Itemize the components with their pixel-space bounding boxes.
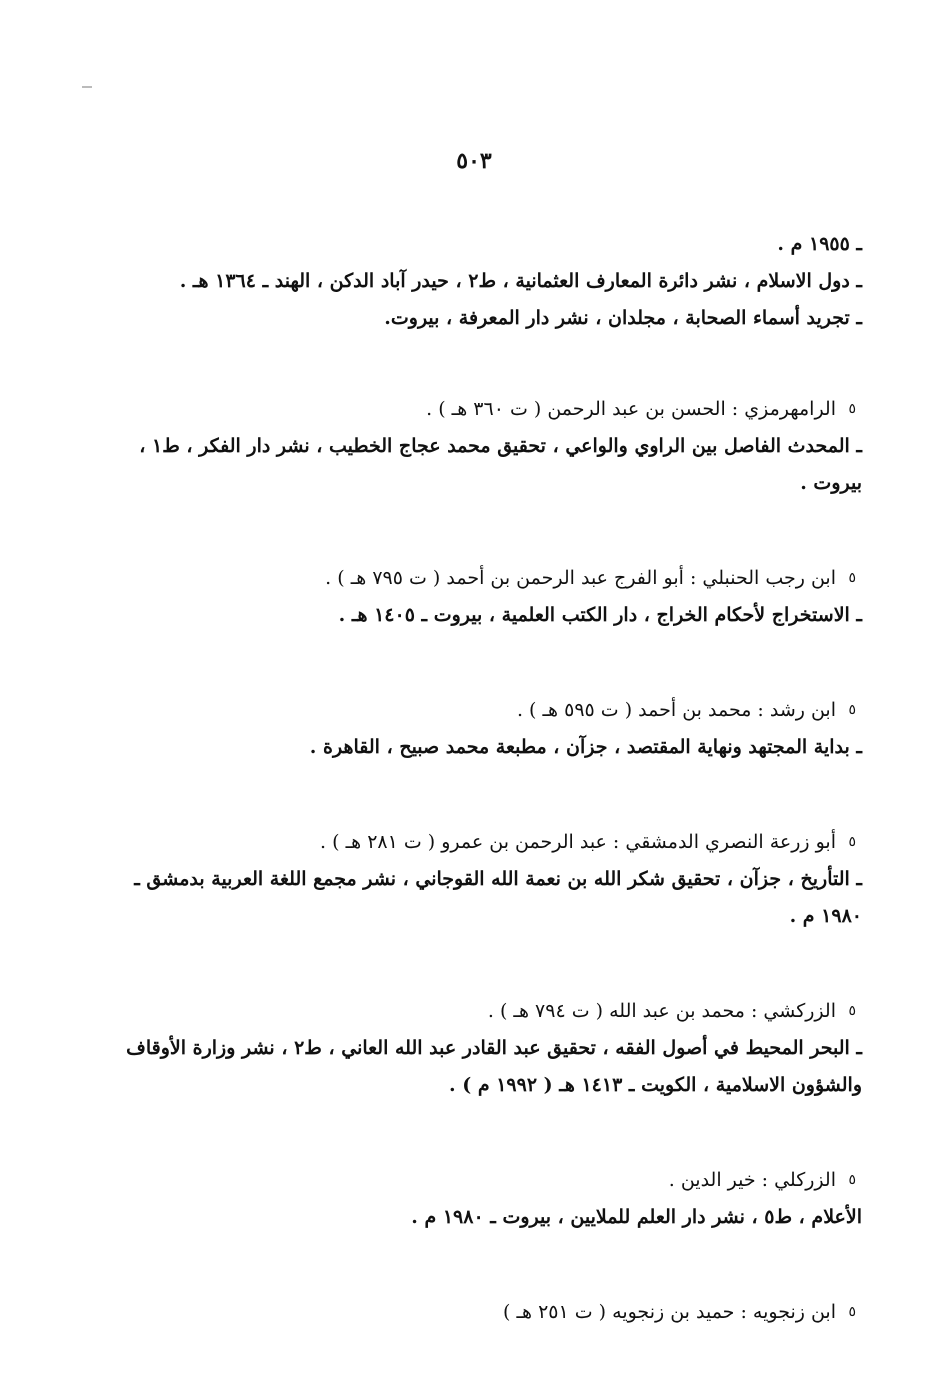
- author-heading: [100, 391, 862, 428]
- author-heading-text: الرامهرمزي : الحسن بن عبد الرحمن ( ت ٣٦٠ هـ ) .: [426, 398, 836, 420]
- bullet-icon: ٥: [848, 1172, 856, 1188]
- scan-speck: [82, 86, 92, 88]
- entry-line: ـ دول الاسلام ، نشر دائرة المعارف العثمانية ، ط٢ ، حيدر آباد الدكن ، الهند ـ ١٣٦٤ هـ .: [179, 270, 862, 292]
- author-heading: [100, 692, 862, 729]
- author-heading: [100, 560, 862, 597]
- bibliography-content: [100, 226, 862, 1389]
- work-item: الأعلام ، ط٥ ، نشر دار العلم للملايين ، بيروت ـ ١٩٨٠ م .: [411, 1206, 862, 1228]
- author-heading-text: ابن رجب الحنبلي : أبو الفرج عبد الرحمن بن أحمد ( ت ٧٩٥ هـ ) .: [325, 567, 836, 589]
- bullet-icon: ٥: [848, 834, 856, 850]
- bullet-icon: ٥: [848, 1003, 856, 1019]
- bullet-icon: ٥: [848, 401, 856, 417]
- bibliography-entry: [100, 560, 862, 634]
- author-heading-text: الزركلي : خير الدين .: [668, 1169, 836, 1191]
- bibliography-entry: [100, 692, 862, 766]
- author-heading-text: الزركشي : محمد بن عبد الله ( ت ٧٩٤ هـ ) .: [487, 1000, 836, 1022]
- bullet-icon: ٥: [848, 570, 856, 586]
- author-heading: [100, 824, 862, 861]
- page-number: ٥٠٣: [456, 148, 492, 174]
- bullet-icon: ٥: [848, 1304, 856, 1320]
- bibliography-entry: [100, 993, 862, 1104]
- author-heading: [100, 993, 862, 1030]
- bibliography-entry: [100, 226, 862, 337]
- entry-line: ـ ١٩٥٥ م .: [777, 233, 862, 255]
- work-item: ـ الاستخراج لأحكام الخراج ، دار الكتب العلمية ، بيروت ـ ١٤٠٥ هـ .: [338, 604, 862, 626]
- work-item: ـ البحر المحيط في أصول الفقه ، تحقيق عبد القادر عبد الله العاني ، ط٢ ، نشر وزارة الأوقاف والشؤون الاسلامية ، الكويت ـ ١٤١٣ هـ ( ١٩٩٢ م ) .: [126, 1037, 862, 1096]
- work-item: ـ المحدث الفاصل بين الراوي والواعي ، تحقيق محمد عجاج الخطيب ، نشر دار الفكر ، ط١ ، بيروت .: [139, 435, 862, 494]
- bibliography-entry: [100, 391, 862, 502]
- author-heading-text: أبو زرعة النصري الدمشقي : عبد الرحمن بن عمرو ( ت ٢٨١ هـ ) .: [320, 831, 836, 853]
- bibliography-entry: [100, 1162, 862, 1236]
- author-heading-text: ابن رشد : محمد بن أحمد ( ت ٥٩٥ هـ ) .: [516, 699, 836, 721]
- author-heading-text: ابن زنجويه : حميد بن زنجويه ( ت ٢٥١ هـ ): [503, 1301, 836, 1323]
- author-heading: [100, 1294, 862, 1331]
- author-heading: [100, 1162, 862, 1199]
- bibliography-entry: [100, 824, 862, 935]
- work-item: ـ التأريخ ، جزآن ، تحقيق شكر الله بن نعمة الله القوجاني ، نشر مجمع اللغة العربية بدمشق ـ ١٩٨٠ م .: [134, 868, 862, 927]
- entry-line: ـ تجريد أسماء الصحابة ، مجلدان ، نشر دار المعرفة ، بيروت.: [384, 307, 862, 329]
- work-item: ـ بداية المجتهد ونهاية المقتصد ، جزآن ، مطبعة محمد صبيح ، القاهرة .: [309, 736, 862, 758]
- bullet-icon: ٥: [848, 702, 856, 718]
- bibliography-entry: [100, 1294, 862, 1331]
